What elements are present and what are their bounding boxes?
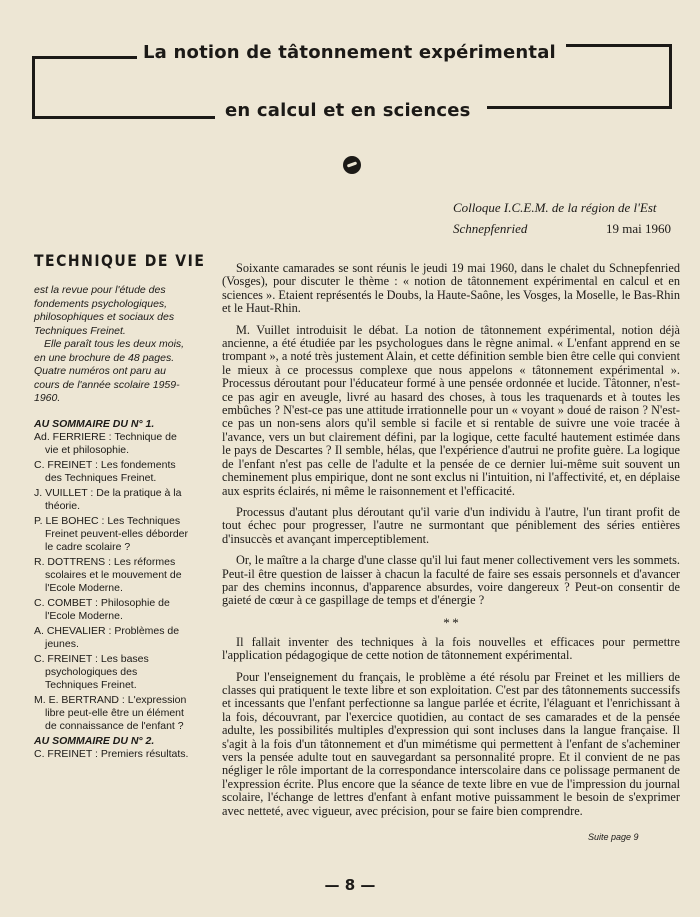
place-line: Schnepfenried	[453, 221, 528, 236]
paragraph-2: M. Vuillet introduisit le débat. La notion de tâtonnement expérimental, notion déjà ancienne, a été étudiée par les psychologues dans le règne animal. « L'enfant apprend en se trompant », a noté très justement Alain, et cette définition semble bien être celle qui convient le mieux à ce processus complexe que nous appelons « tâtonnement expérimental ». Processus déroutant pour l'éducateur formé à une pensée ordonnée et lucide. Tâtonner, n'est-ce pas agir en aveugle, livré au hasard des choses, à tous les traquenards et à toutes les embûches ? N'est-ce pas une attitude irrationnelle pour un « voyant » doué de raison ? N'est-ce pas un non-sens alors qu'il semble si facile et si rentable de suivre une voie tracée à l'avance, vers un but clairement défini, par la logique, cette faculté hautement estimée dans le pays de Descartes ? Il semble, hélas, que l'expérience d'autrui ne profite guère. La logique de l'enfant n'est pas celle de l'adulte et la pensée de ce dernier lui-même suit souvent un cheminement plus empirique, dont ne sont exclus ni l'intuition, ni l'affectivité, et, en déplaise aux esprits éclairés, ni même le raisonnement et l'efficacité.	[222, 322, 680, 498]
paragraph-5: Il fallait inventer des techniques à la fois nouvelles et efficaces pour permettre l'application pédagogique de cette notion de tâtonnement expérimental.	[222, 634, 680, 663]
frame-right-bottom	[487, 106, 672, 109]
article-body	[222, 262, 680, 818]
section-separator: * *	[443, 614, 459, 630]
sommaire-item: P. LE BOHEC : Les Techniques Freinet peuvent-elles déborder le cadre scolaire ?	[34, 514, 189, 553]
sidebar	[34, 252, 206, 763]
page-number: — 8 —	[324, 876, 376, 894]
sommaire-item: C. FREINET : Les bases psychologiques des Techniques Freinet.	[34, 652, 149, 691]
paragraph-6: Pour l'enseignement du français, le problème a été résolu par Freinet et les milliers de classes qui pratiquent le texte libre et son exploitation. C'est par des tâtonnements successifs et incessants que l'enfant perfectionne sa langue parlée et écrite, l'élaguant et l'enrichissant à la fois, découvrant, par l'exercice quotidien, au contact de ses camarades et de la pensée adulte, les possibilités multiples d'expression qui sont incluses dans la langue française. Il s'agit à la fois d'un tâtonnement et d'un mimétisme qui permettent à l'enfant de s'acheminer vers la pensée adulte tout en sauvegardant sa personnalité propre. Et il convient de ne pas négliger le rôle important de la correspondance interscolaire dans ce polissage permanent de l'expression écrite. Plus encore que la séance de texte libre en vue de l'impression du journal scolaire, l'échange de lettres d'enfant à enfant motive puissamment le besoin de s'exprimer avec netteté, avec vigueur, avec précision, pour se faire bien comprendre.	[222, 669, 680, 818]
sommaire-item: C. COMBET : Philosophie de l'Ecole Moderne.	[34, 596, 170, 622]
frame-left-vertical	[32, 56, 35, 119]
sidebar-intro-1: est la revue pour l'étude des fondements psychologiques, philosophiques et sociaux des Techniques Freinet.	[34, 284, 175, 337]
frame-left-bottom	[32, 116, 215, 119]
frame-right-top	[566, 44, 672, 47]
sommaire-item: M. E. BERTRAND : L'expression libre peut-elle être un élément de connaissance de l'enfant ?	[34, 693, 187, 732]
paragraph-1: Soixante camarades se sont réunis le jeudi 19 mai 1960, dans le chalet du Schnepfenried (Vosges), pour discuter le thème : « notion de tâtonnement expérimental en calcul et en sciences ». Etaient représentés le Doubs, la Haute-Saône, les Vosges, la Moselle, le Bas-Rhin et le Haut-Rhin.	[222, 261, 680, 316]
ornament-icon	[343, 156, 361, 174]
sommaire-2-list	[34, 748, 190, 761]
paragraph-3: Processus d'autant plus déroutant qu'il varie d'un individu à l'autre, l'un tirant profit de tout échec pour progresser, l'autre ne surmontant que péniblement des séries entières d'insuccès et avançant imperceptiblement.	[222, 504, 680, 546]
sidebar-intro-2: Elle paraît tous les deux mois, en une brochure de 48 pages. Quatre numéros ont paru au cours de l'année scolaire 1959-1960.	[34, 338, 185, 404]
frame-left-top	[32, 56, 137, 59]
paragraph-4: Or, le maître a la charge d'une classe qu'il lui faut mener collectivement vers les sommets. Peut-il être question de laisser à chacun la faculté de faire ses essais personnels et d'avancer par des chemins inconnus, d'apparence absurdes, voire dangereux ? Peut-on consentir de gaieté de cœur à ce gaspillage de temps et d'énergie ?	[222, 553, 680, 608]
sommaire-1-heading: AU SOMMAIRE DU N° 1.	[34, 417, 155, 430]
sommaire-item: J. VUILLET : De la pratique à la théorie.	[34, 486, 182, 512]
title-line-1: La notion de tâtonnement expérimental	[143, 42, 556, 63]
title-line-2: en calcul et en sciences	[225, 100, 471, 121]
sidebar-heading: TECHNIQUE DE VIE	[34, 252, 206, 271]
sidebar-intro	[34, 284, 190, 406]
continued-note: Suite page 9	[588, 832, 639, 842]
sommaire-item: C. FREINET : Premiers résultats.	[34, 747, 189, 760]
date-line: 19 mai 1960	[606, 221, 671, 236]
sommaire-1-list	[34, 431, 190, 733]
colloque-line: Colloque I.C.E.M. de la région de l'Est	[453, 200, 657, 215]
frame-right-vertical	[669, 44, 672, 109]
sommaire-item: Ad. FERRIERE : Technique de vie et philosophie.	[34, 430, 177, 456]
sommaire-item: C. FREINET : Les fondements des Techniques Freinet.	[34, 458, 176, 484]
sommaire-item: R. DOTTRENS : Les réformes scolaires et le mouvement de l'Ecole Moderne.	[34, 555, 182, 594]
sommaire-2-heading: AU SOMMAIRE DU N° 2.	[34, 734, 155, 747]
sommaire-item: A. CHEVALIER : Problèmes de jeunes.	[34, 624, 180, 650]
